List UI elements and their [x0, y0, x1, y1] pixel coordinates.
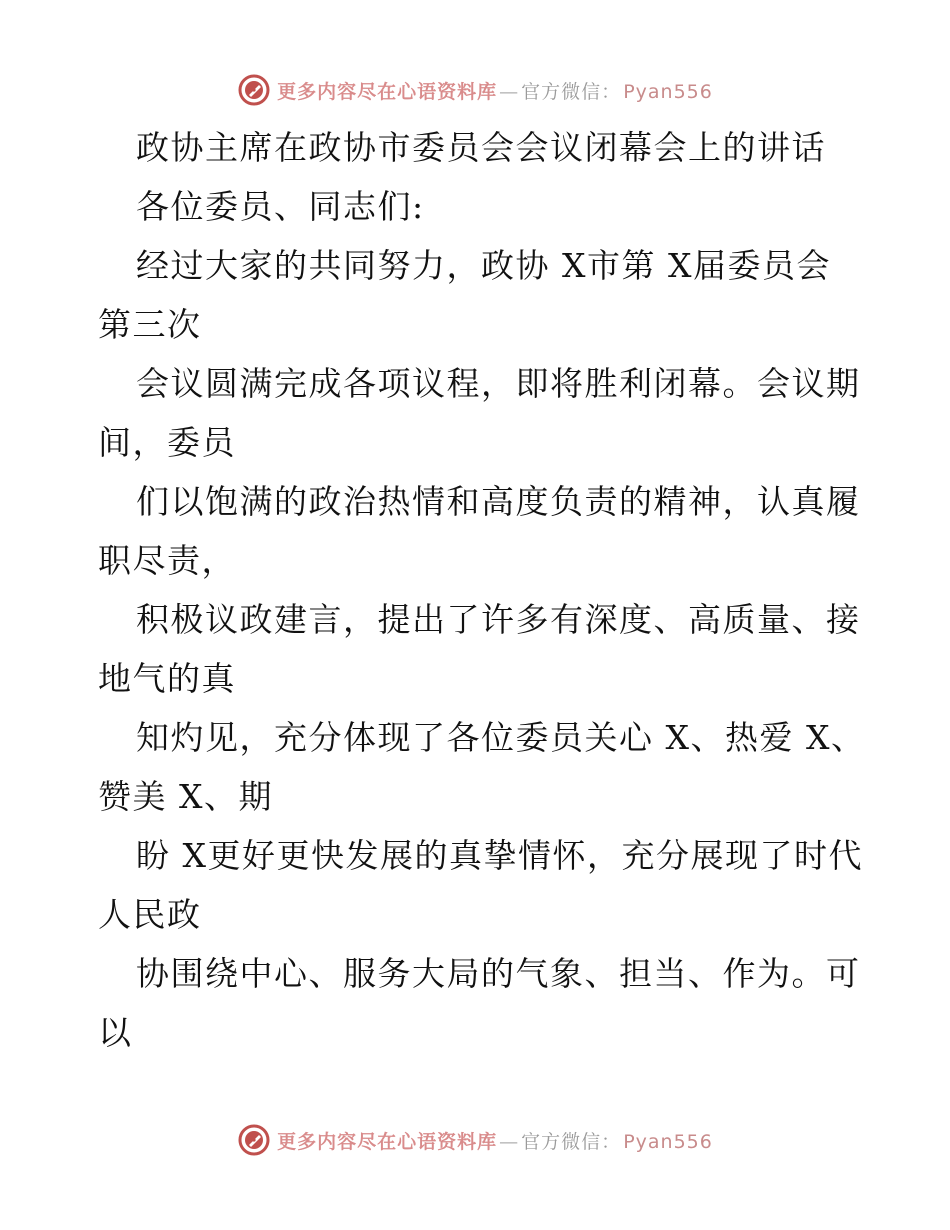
paragraph-line: 人民政 [98, 895, 202, 934]
paragraph-line: 职尽责， [98, 541, 236, 580]
footer-text [277, 1127, 713, 1154]
footer-banner [0, 1120, 950, 1160]
footer-wechat-label: 官方微信： [521, 1130, 622, 1153]
header-title: 更多内容尽在心语资料库 [277, 80, 498, 103]
paragraph-line: 经过大家的共同努力，政协 X市第 X届委员会 [136, 246, 831, 285]
salutation: 各位委员、同志们: [136, 187, 425, 226]
paragraph-line: 会议圆满完成各项议程，即将胜利闭幕。会议期 [136, 364, 861, 403]
document-body [98, 118, 866, 1062]
header-dash: — [499, 80, 520, 103]
paragraph-line: 积极议政建言，提出了许多有深度、高质量、接 [136, 600, 861, 639]
paragraph-line: 间，委员 [98, 423, 236, 462]
paragraph-line: 盼 X更好更快发展的真挚情怀，充分展现了时代 [136, 836, 863, 875]
header-banner [0, 70, 950, 110]
header-wechat-label: 官方微信： [521, 80, 622, 103]
paragraph-line: 赞美 X、期 [98, 777, 273, 816]
footer-title: 更多内容尽在心语资料库 [277, 1130, 498, 1153]
paragraph-line: 们以饱满的政治热情和高度负责的精神，认真履 [136, 482, 861, 521]
paragraph-line: 第三次 [98, 305, 202, 344]
footer-wechat-id: Pyan556 [623, 1130, 713, 1153]
header-text [277, 77, 713, 104]
pen-nib-logo-icon [237, 73, 271, 107]
document-title: 政协主席在政协市委员会会议闭幕会上的讲话 [136, 128, 826, 167]
paragraph-line: 协围绕中心、服务大局的气象、担当、作为。可 [136, 954, 861, 993]
footer-dash: — [499, 1130, 520, 1153]
paragraph-line: 以 [98, 1013, 133, 1052]
pen-nib-logo-icon [237, 1123, 271, 1157]
paragraph-line: 地气的真 [98, 659, 236, 698]
paragraph-line: 知灼见，充分体现了各位委员关心 X、热爱 X、 [136, 718, 866, 757]
header-wechat-id: Pyan556 [623, 80, 713, 103]
